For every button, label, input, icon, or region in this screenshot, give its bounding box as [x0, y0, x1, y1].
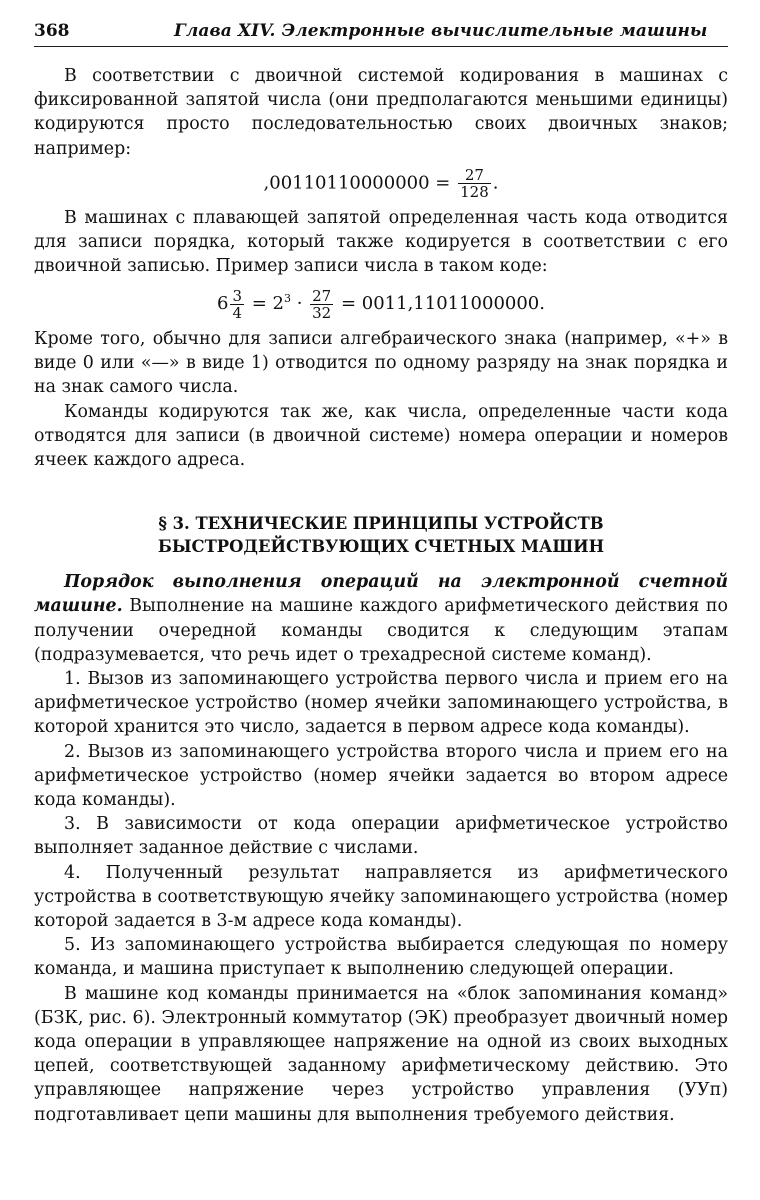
formula-fixed-point: [34, 167, 728, 200]
section-heading-line-1: § 3. ТЕХНИЧЕСКИЕ ПРИНЦИПЫ УСТРОЙСТВ: [158, 514, 604, 534]
formula-power-base: = 2: [245, 293, 284, 315]
formula-whole-part: 6: [216, 293, 229, 315]
fraction-numerator: 27: [312, 286, 332, 305]
paragraph-sign-bits: Кроме того, обычно для записи алгебраического знака (например, «+» в виде 0 или «—» в виде 1) отводится по одному разряду на знак порядка и на знак самого числа.: [34, 328, 728, 398]
step-3: 3. В зависимости от кода операции арифметическое устройство выполняет заданное действие с числами.: [34, 814, 728, 859]
running-title: Глава XIV. Электронные вычислительные машины: [174, 21, 708, 41]
section-heading-line-2: БЫСТРОДЕЙСТВУЮЩИХ СЧЕТНЫХ МАШИН: [157, 537, 605, 557]
paragraph-floating-point: В машинах с плавающей запятой определенная часть кода отводится для записи порядка, который также кодируется в соответствии с его двоичной записью. Пример записи числа в таком коде:: [34, 207, 728, 277]
formula-period: .: [492, 172, 499, 194]
paragraph-commands: Команды кодируются так же, как числа, определенные части кода отводятся для записи (в двоичной системе) номера операции и номеров ячеек каждого адреса.: [34, 401, 728, 470]
fraction-3-4: [230, 288, 244, 321]
formula-binary-result: = 0011,11011000000.: [335, 293, 545, 315]
fraction-denominator: 32: [312, 303, 332, 322]
formula-exponent: 3: [283, 292, 291, 306]
step-1: 1. Вызов из запоминающего устройства первого числа и прием его на арифметическое устройство (номер ячейки запоминающего устройства, в которой хранится это число, задается в первом адресе кода команды).: [34, 668, 728, 738]
paragraph-operation-order: [34, 570, 728, 667]
fraction-numerator: 27: [458, 167, 491, 184]
paragraph-fixed-point: В соответствии с двоичной системой кодирования в машинах с фиксированной запятой числа (они предполагаются меньшими единицы) кодируются просто последовательностью своих двоичных знаков; например:: [34, 66, 728, 159]
step-2: 2. Вызов из запоминающего устройства второго числа и прием его на арифметическое устройство (номер ячейки задается во втором адресе кода команды).: [34, 741, 728, 810]
page-number: 368: [34, 21, 70, 41]
formula-dot: ·: [290, 293, 309, 315]
paragraph-operation-order-text: Выполнение на машине каждого арифметического действия по получении очередной команды сводится к следующим этапам (подразумевается, что речь идет о трехадресной системе команд).: [34, 596, 728, 665]
body-text: [34, 64, 728, 1127]
paragraph-command-block: В машине код команды принимается на «блок запоминания команд» (БЗК, рис. 6). Электронный коммутатор (ЭК) преобразует двоичный номер кода операции в управляющее напряжение на одной из своих выходных цепей, соответствующей заданному арифметическому действию. Это управляющее напряжение через устройство управления (УУп) подготавливает цепи машины для выполнения требуемого действия.: [34, 983, 728, 1125]
fraction-denominator: 128: [460, 182, 489, 201]
page-header: [34, 18, 728, 47]
fraction-27-128: [458, 167, 491, 200]
formula-equals: =: [429, 172, 457, 194]
step-4: 4. Полученный результат направляется из арифметического устройства в соответствующую ячейку запоминающего устройства (номер которой задается в 3-м адресе кода команды).: [34, 862, 728, 931]
formula-floating-point: [34, 284, 728, 321]
runin-heading: Порядок выполнения операций на электронной счетной машине.: [34, 572, 728, 617]
section-heading: [34, 512, 728, 558]
formula-binary-code: ,00110110000000: [263, 172, 430, 194]
step-5: 5. Из запоминающего устройства выбирается следующая по номеру команда, и машина приступает к выполнению следующей операции.: [34, 935, 728, 980]
fraction-27-32: [310, 288, 333, 321]
fraction-denominator: 4: [232, 303, 242, 322]
fraction-numerator: 3: [232, 286, 242, 305]
